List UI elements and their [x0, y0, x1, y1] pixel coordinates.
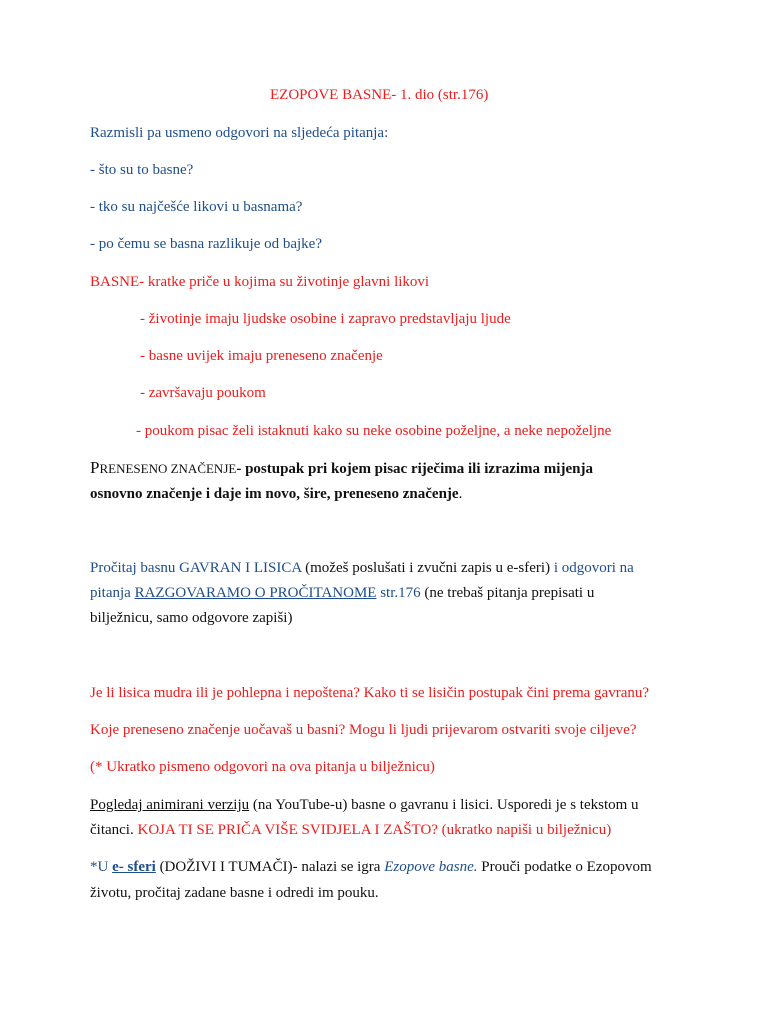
question-item: - po čemu se basna razlikuje od bajke? [90, 236, 322, 252]
animated-version-link[interactable]: Pogledaj animirani verziju [90, 797, 250, 813]
preneseno-initial: P [90, 458, 100, 477]
animated-question: KOJA TI SE PRIČA VIŠE SVIDJELA I ZAŠTO? (ukratko napiši u bilježnicu) [137, 822, 612, 838]
question-item: - što su to basne? [90, 162, 194, 178]
preneseno-definition-line1 [90, 458, 593, 478]
red-question: Je li lisica mudra ili je pohlepna i nepoštena? Kako ti se lisičin postupak čini prema gavranu? [90, 685, 650, 701]
animated-text: čitanci. [90, 822, 138, 838]
basne-definition: BASNE- kratke priče u kojima su životinje glavni likovi [90, 274, 430, 290]
razgovaramo-link[interactable]: RAZGOVARAMO O PROČITANOME [134, 585, 377, 601]
basne-point: - životinje imaju ljudske osobine i zapravo predstavljaju ljude [140, 311, 511, 327]
intro-text: Razmisli pa usmeno odgovori na sljedeća pitanja: [90, 125, 389, 141]
basne-point: - poukom pisac želi istaknuti kako su neke osobine poželjne, a neke nepoželjne [136, 423, 612, 439]
esfera-text: - nalazi se igra [292, 859, 385, 875]
basne-point: - završavaju poukom [140, 385, 266, 401]
task-read-text: (ne trebaš pitanja prepisati u [420, 585, 595, 601]
esfera-game-title: Ezopove basne. [384, 859, 478, 875]
esfera-line1 [90, 858, 652, 876]
task-read-text: str.176 [376, 585, 421, 601]
preneseno-definition-line2 [90, 485, 462, 503]
preneseno-text-2: osnovno značenje i daje im novo, šire, preneseno značenje [90, 486, 459, 502]
esfera-text: Prouči podatke o Ezopovom [477, 859, 652, 875]
red-question: Koje preneseno značenje uočavaš u basni? Mogu li ljudi prijevarom ostvariti svoje ciljeve? [90, 722, 637, 738]
basne-point: - basne uvijek imaju preneseno značenje [140, 348, 383, 364]
question-item: - tko su najčešće likovi u basnama? [90, 199, 303, 215]
esfera-text: (DOŽIVI I TUMAČI) [155, 859, 293, 875]
task-read-line2 [90, 584, 594, 602]
preneseno-term: RENESENO ZNAČENJE [99, 461, 237, 476]
task-read-text: i odgovori na [553, 560, 634, 576]
animated-line1 [90, 796, 639, 814]
task-read-text: pitanja [90, 585, 135, 601]
document-title: EZOPOVE BASNE- 1. dio (str.176) [270, 87, 489, 103]
preneseno-period: . [458, 486, 463, 502]
task-read-text: (možeš poslušati i zvučni zapis u e-sferi) [301, 560, 554, 576]
animated-text: (na YouTube-u) basne o gavranu i lisici. Usporedi je s tekstom u [249, 797, 639, 813]
esfera-line2: životu, pročitaj zadane basne i odredi im pouku. [90, 885, 379, 901]
task-read-text: Pročitaj basnu GAVRAN I LISICA [90, 560, 302, 576]
task-read-line1 [90, 559, 634, 577]
e-sfera-link[interactable]: e- sferi [112, 859, 156, 875]
red-question-note: (* Ukratko pismeno odgovori na ova pitanja u bilježnicu) [90, 759, 435, 775]
esfera-text: *U [90, 859, 113, 875]
task-read-line3: bilježnicu, samo odgovore zapiši) [90, 610, 293, 626]
preneseno-text: - postupak pri kojem pisac riječima ili izrazima mijenja [236, 461, 593, 477]
animated-line2 [90, 821, 611, 839]
